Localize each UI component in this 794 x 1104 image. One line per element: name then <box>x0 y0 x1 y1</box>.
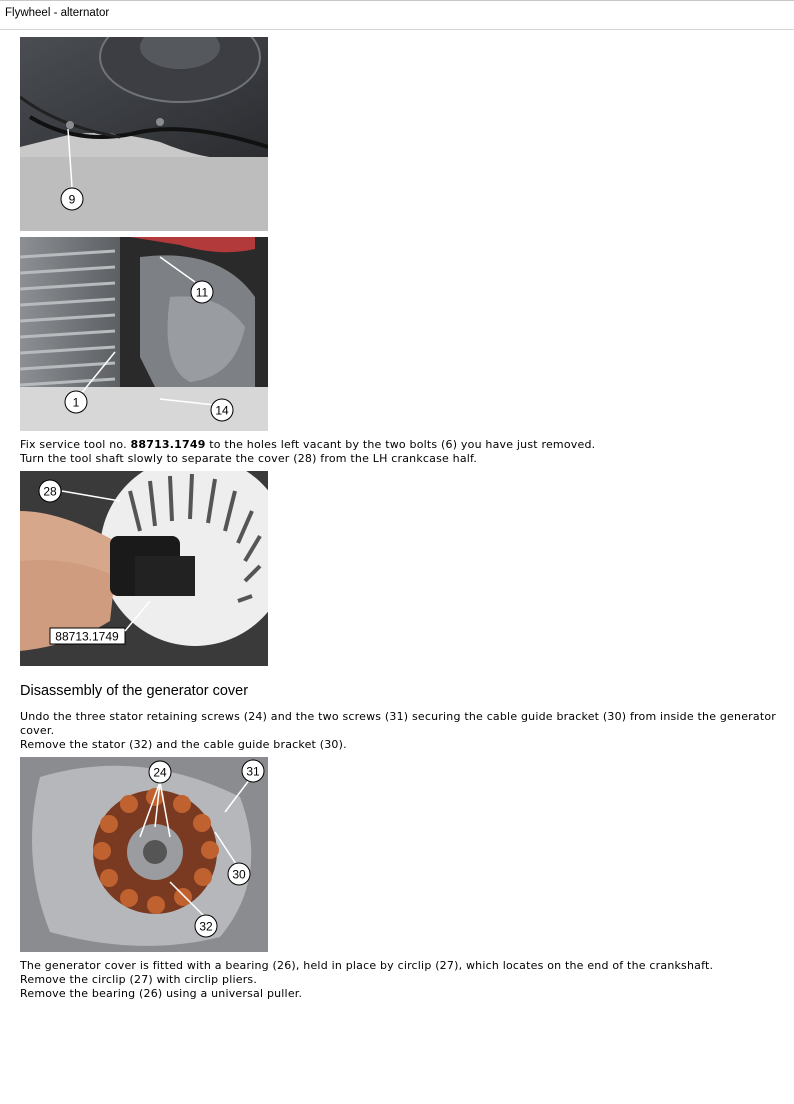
callout-marker <box>65 391 87 413</box>
callout-label: 32 <box>199 919 213 934</box>
callout-marker <box>61 188 83 210</box>
callout-marker <box>211 399 233 421</box>
step3-line3: Remove the bearing (26) using a universal puller. <box>20 987 303 1000</box>
step1-line1 <box>20 438 780 452</box>
step1-line1-rest: to the holes left vacant by the two bolts (6) you have just removed. <box>205 438 596 451</box>
page-title: Flywheel - alternator <box>5 7 110 19</box>
callout-label: 31 <box>246 764 260 779</box>
tool-label: 88713.1749 <box>55 629 119 644</box>
title-bar <box>0 0 794 30</box>
step3-line1: The generator cover is fitted with a bearing (26), held in place by circlip (27), which locates on the end of the crankshaft. <box>20 959 714 972</box>
step2-instructions <box>20 710 780 752</box>
callout-label: 28 <box>43 484 57 499</box>
photo-clutch-cover-bolt <box>20 37 268 231</box>
photo-stator <box>20 757 268 952</box>
callout-label: 11 <box>195 285 209 300</box>
step1-instructions <box>20 438 780 466</box>
step3-instructions <box>20 959 780 1001</box>
callout-label: 1 <box>72 395 80 410</box>
tool-number: 88713.1749 <box>130 438 206 451</box>
callout-label: 30 <box>232 867 246 882</box>
step3-line2: Remove the circlip (27) with circlip pliers. <box>20 973 258 986</box>
callout-marker <box>228 863 250 885</box>
photo-service-tool <box>20 471 268 666</box>
step2-line1: Undo the three stator retaining screws (24) and the two screws (31) securing the cable guide bracket (30) from inside the generator cover. <box>20 710 776 737</box>
callout-label: 9 <box>68 192 76 207</box>
step2-line2: Remove the stator (32) and the cable guide bracket (30). <box>20 738 347 751</box>
step1-line2: Turn the tool shaft slowly to separate the cover (28) from the LH crankcase half. <box>20 452 478 465</box>
callout-label: 14 <box>215 403 229 418</box>
photo-engine-side <box>20 237 268 431</box>
callout-label: 24 <box>153 765 167 780</box>
callout-marker <box>242 760 264 782</box>
callout-marker <box>39 480 61 502</box>
section-heading: Disassembly of the generator cover <box>20 683 249 699</box>
callout-marker <box>195 915 217 937</box>
callout-marker <box>149 761 171 783</box>
callout-marker <box>191 281 213 303</box>
step1-line1-text: Fix service tool no. <box>20 438 131 451</box>
